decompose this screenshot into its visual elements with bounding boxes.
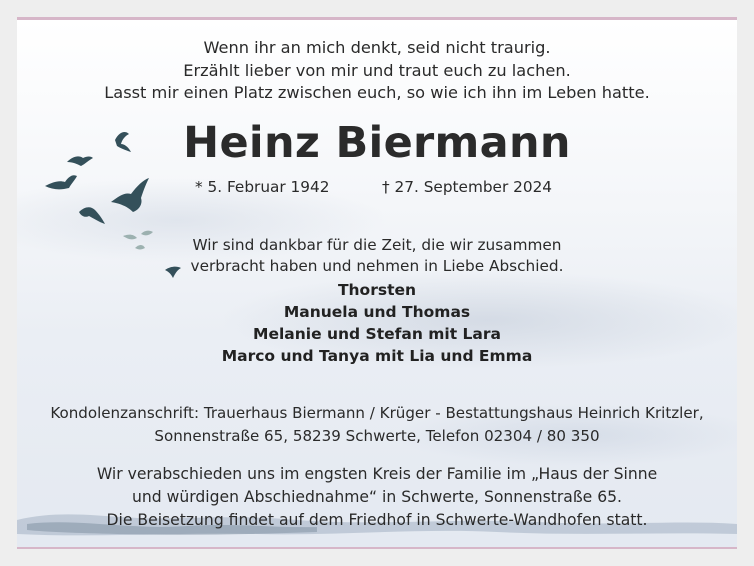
poem-line: Wenn ihr an mich denkt, seid nicht traurig. <box>203 38 551 57</box>
poem-line: Erzählt lieber von mir und traut euch zu lachen. <box>183 60 571 80</box>
burial-notice: Die Beisetzung findet auf dem Friedhof in Schwerte-Wandhofen statt. <box>106 511 648 529</box>
bird-icon <box>79 207 105 224</box>
thanks-text <box>17 235 737 277</box>
obituary-card <box>17 17 737 549</box>
farewell-line: und würdigen Abschiednahme“ in Schwerte, Sonnenstraße 65. <box>131 487 623 506</box>
poem-line: Lasst mir einen Platz zwischen euch, so wie ich ihn im Leben hatte. <box>104 83 650 102</box>
family-member: Manuela und Thomas <box>283 303 471 321</box>
address-line: Kondolenzanschrift: Trauerhaus Biermann / Krüger - Bestattungshaus Heinrich Kritzler, <box>50 404 704 422</box>
thanks-line: verbracht haben und nehmen in Liebe Abschied. <box>190 257 564 275</box>
farewell-notice <box>17 463 737 508</box>
family-member: Melanie und Stefan mit Lara <box>253 325 501 343</box>
farewell-line: Wir verabschieden uns im engsten Kreis der Familie im „Haus der Sinne <box>96 465 658 483</box>
condolence-address <box>17 402 737 447</box>
bird-icon <box>111 178 149 212</box>
bird-icon <box>45 175 77 189</box>
family-member: Marco und Tanya mit Lia und Emma <box>221 347 533 365</box>
family-member: Thorsten <box>337 281 417 299</box>
poem <box>17 37 737 105</box>
death-date: † 27. September 2024 <box>382 178 553 196</box>
family-names <box>17 279 737 367</box>
deceased-name: Heinz Biermann <box>183 118 571 168</box>
birth-date: * 5. Februar 1942 <box>195 178 330 196</box>
address-line: Sonnenstraße 65, 58239 Schwerte, Telefon 02304 / 80 350 <box>154 426 600 445</box>
thanks-line: Wir sind dankbar für die Zeit, die wir zusammen <box>192 236 562 254</box>
